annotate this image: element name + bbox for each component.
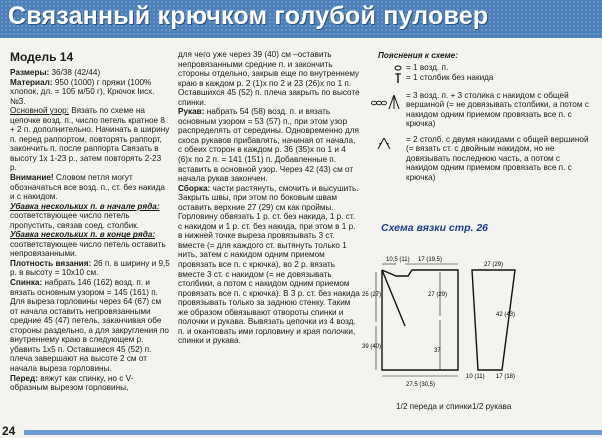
schema-title: Схема вязки стр. 26 [381, 222, 489, 234]
caption-sleeve: 1/2 рукава [472, 402, 512, 411]
legend-item-chain: = 1 возд. п. [368, 63, 594, 73]
paragraph-back: Спинка: набрать 146 (162) возд. п. и вязать основным узором = 145 (161) п. Для выреза горловины через 64 (67) см от начала оставить непровязанными средние 45 (47) петель, заканчивая обе стороны раздельно, а для закругления по внутреннему краю в следующем р. убавить 1x5 п. Оставшиеся 45 (52) п. плеча завершают на высоте 2 см от начала выреза горловины. [10, 278, 169, 373]
sleeve-outline [472, 270, 515, 370]
dim-lower-right: 37 [434, 348, 441, 354]
cluster-three-icon [368, 91, 404, 113]
paragraph-assembly: Сборка: части растянуть, смочить и высушить. Закрыть швы, при этом по боковым швам оставить верхние 27 (29) см как проймы. Горловину обвязать 1 р. ст. без накида, 1 р. ст. с накидом и 1 р. ст. без накида, при этом в 1 р. в нижней точке выреза провязывать 3 ст. вместе (= для каждого ст. вытянуть только 1 нить, затем с накидом одним приемом провязать все п. с крючка), во 2 р. вязать вместе 3 ст. с накидом (= не довязывать столбики, а потом с накидом одним приемом провязать все п. с крючка). В 3 р. ст. без накида провязывать только за заднюю стенку. Таким же образом обвязывают отвороты спинки и полочки и рукава. Вывязать цепочки из 4 возд. п. и окантовать ими горловину и края полочки, спинки и рукава. [178, 183, 360, 346]
paragraph-sizes: Размеры: 36/38 (42/44) [10, 68, 101, 77]
front-back-outline [382, 270, 458, 370]
dim-sleeve-bottom-right: 17 (18) [496, 374, 516, 380]
single-crochet-icon [368, 73, 404, 87]
dim-upper-right: 27 (29) [428, 292, 448, 298]
dim-width: 27,5 (30,5) [406, 382, 436, 388]
paragraph-front-start: Перед: вяжут как спинку, но с V-образным вырезом горловины, [10, 373, 134, 393]
page-title: Связанный крючком голубой пуловер [8, 2, 489, 30]
dim-neck: 17 (19,5) [418, 257, 443, 263]
dim-armhole: 25 (27) [362, 292, 382, 298]
legend [368, 51, 594, 183]
paragraph-sleeve: Рукав: набрать 54 (58) возд. п. и вязать основным узором = 53 (57) п., при этом узор распределять от середины. Одновременно для скоса рукавов прибавлять, начиная от начала, с обеих сторон в каждом р. 36 (35)x по 1 и 4 (6)x по 2 п. = 141 (151) п. Добавленные п. вставить в основной узор. Через 42 (43) см от начала рукав закончен. [178, 107, 359, 184]
measurement-diagram [360, 236, 596, 416]
legend-item-cluster3: = 3 возд. п. + 3 столика с накидом с общей вершиной (= не довязывать столбики, а потом с накидом одним приемом провязать все п. с крючка) [368, 91, 594, 129]
dim-shoulder: 10,5 (11) [386, 257, 410, 263]
cluster-two-icon [368, 135, 404, 151]
paragraph-material: Материал: 950 (1000) г пряжи (100% хлопок, дл. = 105 м/50 г), Крючок Іисх.№3. [10, 77, 155, 106]
dim-sleeve-side: 42 (43) [496, 312, 516, 318]
pattern-schematic [360, 236, 596, 416]
paragraph-decrease-start: Убавка нескольких п. в начале ряда: соответствующее число петель пропустить, связав соед. столбик. [10, 201, 160, 230]
paragraph-pattern: Основной узор: Вязать по схеме на цепочке возд. п., число петель кратное 8 + 2 п. дополнительно. Начинать в ширину п. перед раппортом, повторять раппорт, закончить п. после раппорта Связать в высоту 1x 1-23 р., затем повторять 2-23 р. [10, 106, 170, 173]
legend-item-cluster2: = 2 столб. с двумя накидами с общей вершиной (= вязать ст. с двойным накидом, но не довязывать последнюю часть, а потом с накидом одним приемом провязать все п. с крючка) [368, 135, 594, 183]
dim-sleeve-top: 27 (29) [484, 262, 504, 268]
page-footer-bar [24, 430, 602, 435]
legend-title: Пояснения к схеме: [378, 51, 458, 60]
paragraph-gauge: Плотность вязания: 26 п. в ширину и 9,5 р. в высоту = 10x10 см. [10, 258, 170, 278]
caption-front-back: 1/2 переда и спинки [396, 402, 472, 411]
text-column-middle [178, 50, 361, 346]
neckline-v [382, 270, 405, 326]
page-number: 24 [2, 424, 16, 438]
dim-sleeve-bottom-left: 10 (11) [466, 374, 485, 380]
paragraph-decrease-end: Убавка нескольких п. в конце ряда: соответствующее число петель оставить непровязанными. [10, 230, 166, 259]
paragraph-attention: Внимание! Словом петля могут обозначаться все возд. п., ст. без накида и с накидом. [10, 173, 165, 202]
dim-body: 39 (40) [362, 344, 382, 350]
text-column-left [10, 50, 170, 393]
legend-item-sc: = 1 столбик без накида [368, 73, 594, 83]
page-header [0, 0, 602, 38]
model-heading: Модель 14 [10, 50, 74, 64]
paragraph-front-cont: для чего уже через 39 (40) см –оставить непровязанными средние п. и закончить стороны отдельно, закрыв еще по внутреннему краю в каждом р. 2 (1)x по 2 и 23 (26)x по 1 п. Оставшихся 45 (52) п. плеча закрыть по высоте спинки. [178, 50, 360, 107]
